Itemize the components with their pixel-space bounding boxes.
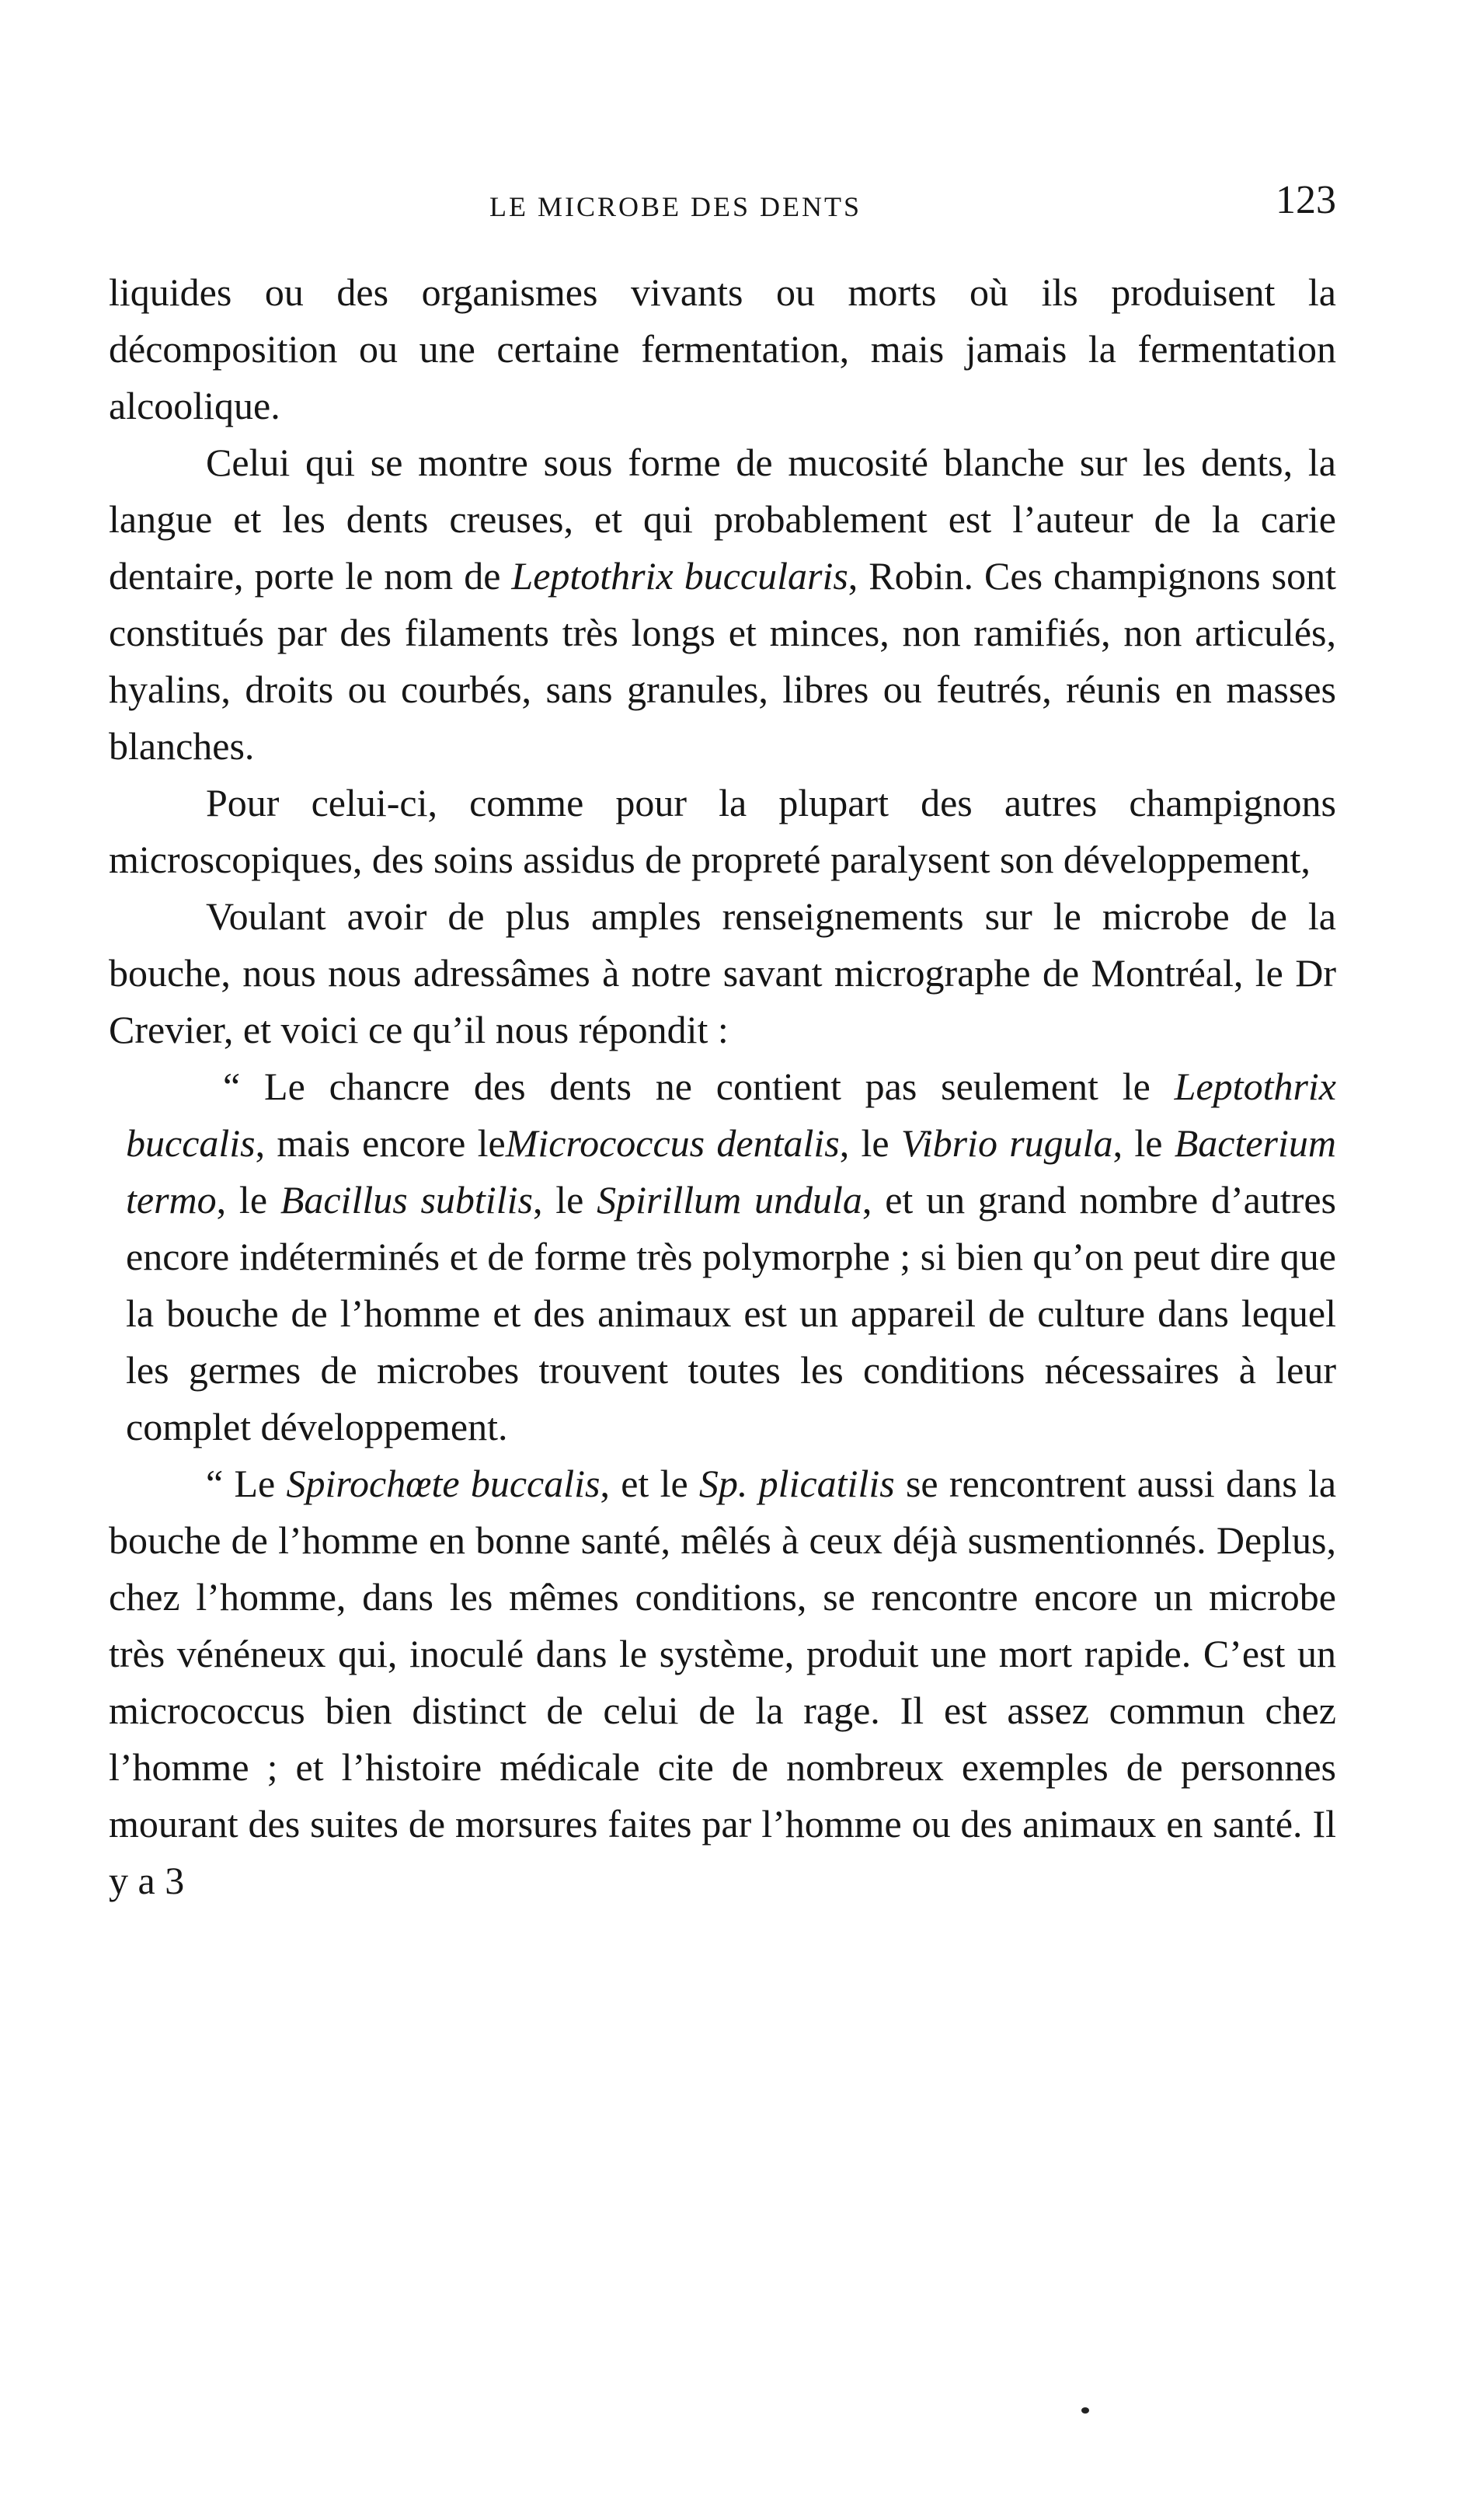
page-number: 123 — [1276, 178, 1336, 222]
italic-run: Bacterium termo — [126, 1121, 1337, 1222]
paragraph — [109, 434, 1336, 775]
paragraph — [109, 888, 1336, 1058]
italic-run: Bacillus subtilis — [280, 1178, 533, 1222]
text-run: Celui qui se montre sous forme de mucosité blanche sur les dents, la langue et les dents creuses, et qui probablement est l’auteur de la carie dentaire, porte le nom de — [109, 441, 1336, 598]
running-title: LE MICROBE DES DENTS — [489, 191, 862, 222]
text-run: Voulant avoir de plus amples renseignements sur le microbe de la bouche, nous nous adressâmes à notre savant micrographe de Montréal, le Dr Crevier, et voici ce qu’il nous répondit : — [109, 894, 1336, 1051]
text-run: “ Le chancre des dents ne contient pas seulement le — [223, 1065, 1175, 1108]
text-run: , et le — [600, 1462, 699, 1505]
italic-run: Micrococcus dentalis — [505, 1121, 840, 1165]
text-run: , le — [839, 1121, 901, 1165]
text-run: Pour celui-ci, comme pour la plupart des autres champignons microscopiques, des soins assidus de propreté paralysent son développement, — [109, 781, 1336, 881]
text-run: , le — [532, 1178, 597, 1222]
paragraph — [109, 264, 1336, 434]
paragraph — [109, 1455, 1336, 1909]
italic-run: Leptothrix buccalis — [126, 1065, 1336, 1165]
body-text — [109, 264, 1336, 1909]
ink-speck — [1081, 2407, 1089, 2414]
running-head — [109, 178, 1336, 230]
text-run: se rencontrent aussi dans la bouche de l’homme en bonne santé, mêlés à ceux déjà susmentionnés. Deplus, chez l’homme, dans les mêmes conditions, se rencontre encore un microbe très vénéneux qui, inoculé dans le système, produit une mort rapide. C’est un micrococcus bien distinct de celui de la rage. Il est assez commun chez l’homme ; et l’histoire médicale cite de nombreux exemples de personnes mourant des suites de morsures faites par l’homme ou des animaux en santé. Il y a 3 — [109, 1462, 1337, 1902]
text-run: “ Le — [206, 1462, 287, 1505]
text-run: , et un grand nombre d’autres encore indéterminés et de forme très polymorphe ; si bien qu’on peut dire que la bouche de l’homme et des animaux est un appareil de culture dans lequel les germes de microbes trouvent toutes les conditions nécessaires à leur complet développement. — [126, 1178, 1337, 1448]
paragraph — [109, 1058, 1336, 1455]
italic-run: Spirochœte buccalis — [286, 1462, 601, 1505]
text-run: , Robin. Ces champignons sont constitués par des filaments très longs et minces, non ramifiés, non articulés, hyalins, droits ou courbés, sans granules, libres ou feutrés, réunis en masses blanches. — [109, 554, 1336, 768]
paragraph — [109, 775, 1336, 888]
italic-run: Leptothrix buccularis — [511, 554, 848, 598]
italic-run: Sp. plicatilis — [698, 1462, 895, 1505]
italic-run: Spirillum undula — [597, 1178, 862, 1222]
text-run: liquides ou des organismes vivants ou morts où ils produisent la décomposition ou une certaine fermentation, mais jamais la fermentation alcoolique. — [109, 270, 1336, 427]
italic-run: Vibrio rugula — [900, 1121, 1113, 1165]
text-run: , le — [1112, 1121, 1175, 1165]
text-run: , le — [216, 1178, 280, 1222]
text-run: , mais encore le — [255, 1121, 506, 1165]
